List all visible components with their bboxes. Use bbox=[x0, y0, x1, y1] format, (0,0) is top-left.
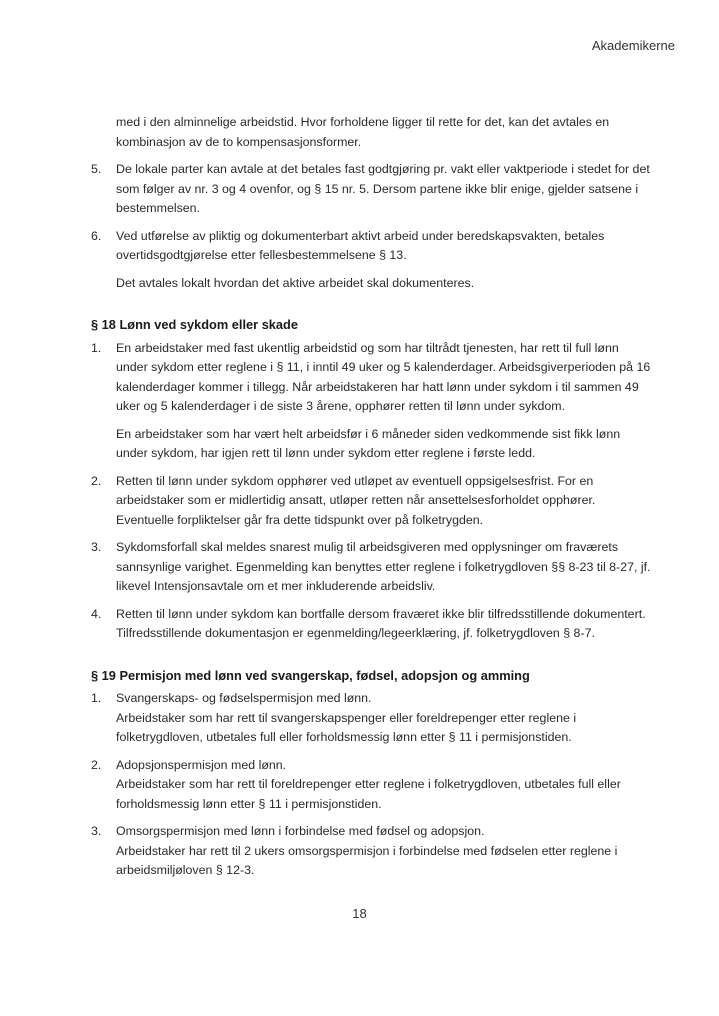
intro-continuation: med i den alminnelige arbeidstid. Hvor forholdene ligger til rette for det, kan det avtales en kombinasjon av de to kompensasjonsformer. bbox=[116, 115, 610, 149]
list-item bbox=[91, 538, 651, 597]
item-number: 5. bbox=[91, 162, 102, 176]
section18-heading: § 18 Lønn ved sykdom eller skade bbox=[91, 317, 298, 332]
item-title: Adopsjonspermisjon med lønn. bbox=[116, 757, 287, 772]
item-number: 2. bbox=[91, 473, 102, 488]
page-number: 18 bbox=[352, 906, 367, 921]
item-number: 1. bbox=[91, 691, 102, 705]
section19-list bbox=[91, 689, 651, 881]
item-text: Retten til lønn under sykdom opphører ved utløpet av eventuell oppsigelsesfrist. For en arbeidstaker som er midlertidig ansatt, utløper retten når ansettelsesforholdet opphører. Eventuelle forpliktelser går fra dette tidspunkt over på folketrygden. bbox=[116, 473, 596, 527]
section18-list bbox=[91, 339, 651, 644]
list-item bbox=[91, 689, 651, 748]
item-text: Ved utførelse av pliktig og dokumenterbart aktivt arbeid under beredskapsvakten, betales overtidsgodtgjørelse etter fellesbestemmelsene § 13. bbox=[116, 228, 605, 262]
list-item bbox=[91, 160, 651, 219]
item-text: De lokale parter kan avtale at det betales fast godtgjøring pr. vakt eller vaktperiode i stedet for det som følger av nr. 3 og 4 ovenfor, og § 15 nr. 5. Dersom partene ikke blir enige, gjelder satsene i bestemmelsen. bbox=[116, 162, 650, 215]
header-organization: Akademikerne bbox=[591, 38, 675, 53]
item-text: Det avtales lokalt hvordan det aktive arbeidet skal dokumenteres. bbox=[116, 275, 475, 290]
item-number: 3. bbox=[91, 824, 102, 838]
item-text: Arbeidstaker har rett til 2 ukers omsorgspermisjon i forbindelse med fødselen etter reglene i arbeidsmiljøloven § 12-3. bbox=[116, 843, 618, 877]
section17-list bbox=[91, 160, 651, 293]
item-number: 4. bbox=[91, 606, 102, 621]
item-number: 6. bbox=[91, 228, 102, 243]
page-content bbox=[91, 113, 651, 889]
item-text: En arbeidstaker som har vært helt arbeidsfør i 6 måneder siden vedkommende sist fikk lønn under sykdom, har igjen rett til lønn under sykdom etter reglene i første ledd. bbox=[116, 426, 621, 460]
item-number: 1. bbox=[91, 340, 102, 355]
list-item bbox=[91, 822, 651, 881]
section19-heading: § 19 Permisjon med lønn ved svangerskap, fødsel, adopsjon og amming bbox=[91, 667, 530, 683]
item-text: Arbeidstaker som har rett til svangerskapspenger eller foreldrepenger etter reglene i folketrygdloven, utbetales full eller forholdsmessig lønn etter § 11 i permisjonstiden. bbox=[116, 710, 577, 744]
item-title: Svangerskaps- og fødselspermisjon med lønn. bbox=[116, 691, 372, 705]
item-text: Sykdomsforfall skal meldes snarest mulig til arbeidsgiveren med opplysninger om fraværets sannsynlige varighet. Egenmelding kan benyttes etter reglene i folketrygdloven §§ 8-23 til 8-27, jf. likevel Intensjonsavtale om et mer inkluderende arbeidsliv. bbox=[116, 540, 651, 593]
item-number: 3. bbox=[91, 540, 102, 554]
list-item bbox=[91, 605, 651, 644]
list-item bbox=[91, 472, 651, 531]
item-text: En arbeidstaker med fast ukentlig arbeidstid og som har tiltrådt tjenesten, har rett til full lønn under sykdom etter reglene i § 11, i inntil 49 uker og 5 kalenderdager. Arbeidsgiverperioden på 16 kalenderdager kommer i tillegg. Når arbeidstakeren har hatt lønn under sykdom i til sammen 49 uker og 5 kalenderdager i de siste 3 årene, opphører retten til lønn under sykdom. bbox=[116, 340, 651, 413]
list-item bbox=[91, 339, 651, 464]
item-text: Retten til lønn under sykdom kan bortfalle dersom fraværet ikke blir tilfredsstillende dokumentert. Tilfredsstillende dokumentasjon er egenmelding/legeerklæring, jf. folketrygdloven § 8-7. bbox=[116, 606, 646, 640]
list-item bbox=[91, 227, 651, 294]
item-number: 2. bbox=[91, 757, 102, 772]
item-text: Arbeidstaker som har rett til foreldrepenger etter reglene i folketrygdloven, utbetales full eller forholdsmessig lønn etter § 11 i permisjonstiden. bbox=[116, 777, 621, 811]
item-title: Omsorgspermisjon med lønn i forbindelse med fødsel og adopsjon. bbox=[116, 824, 485, 838]
list-item bbox=[91, 756, 651, 815]
